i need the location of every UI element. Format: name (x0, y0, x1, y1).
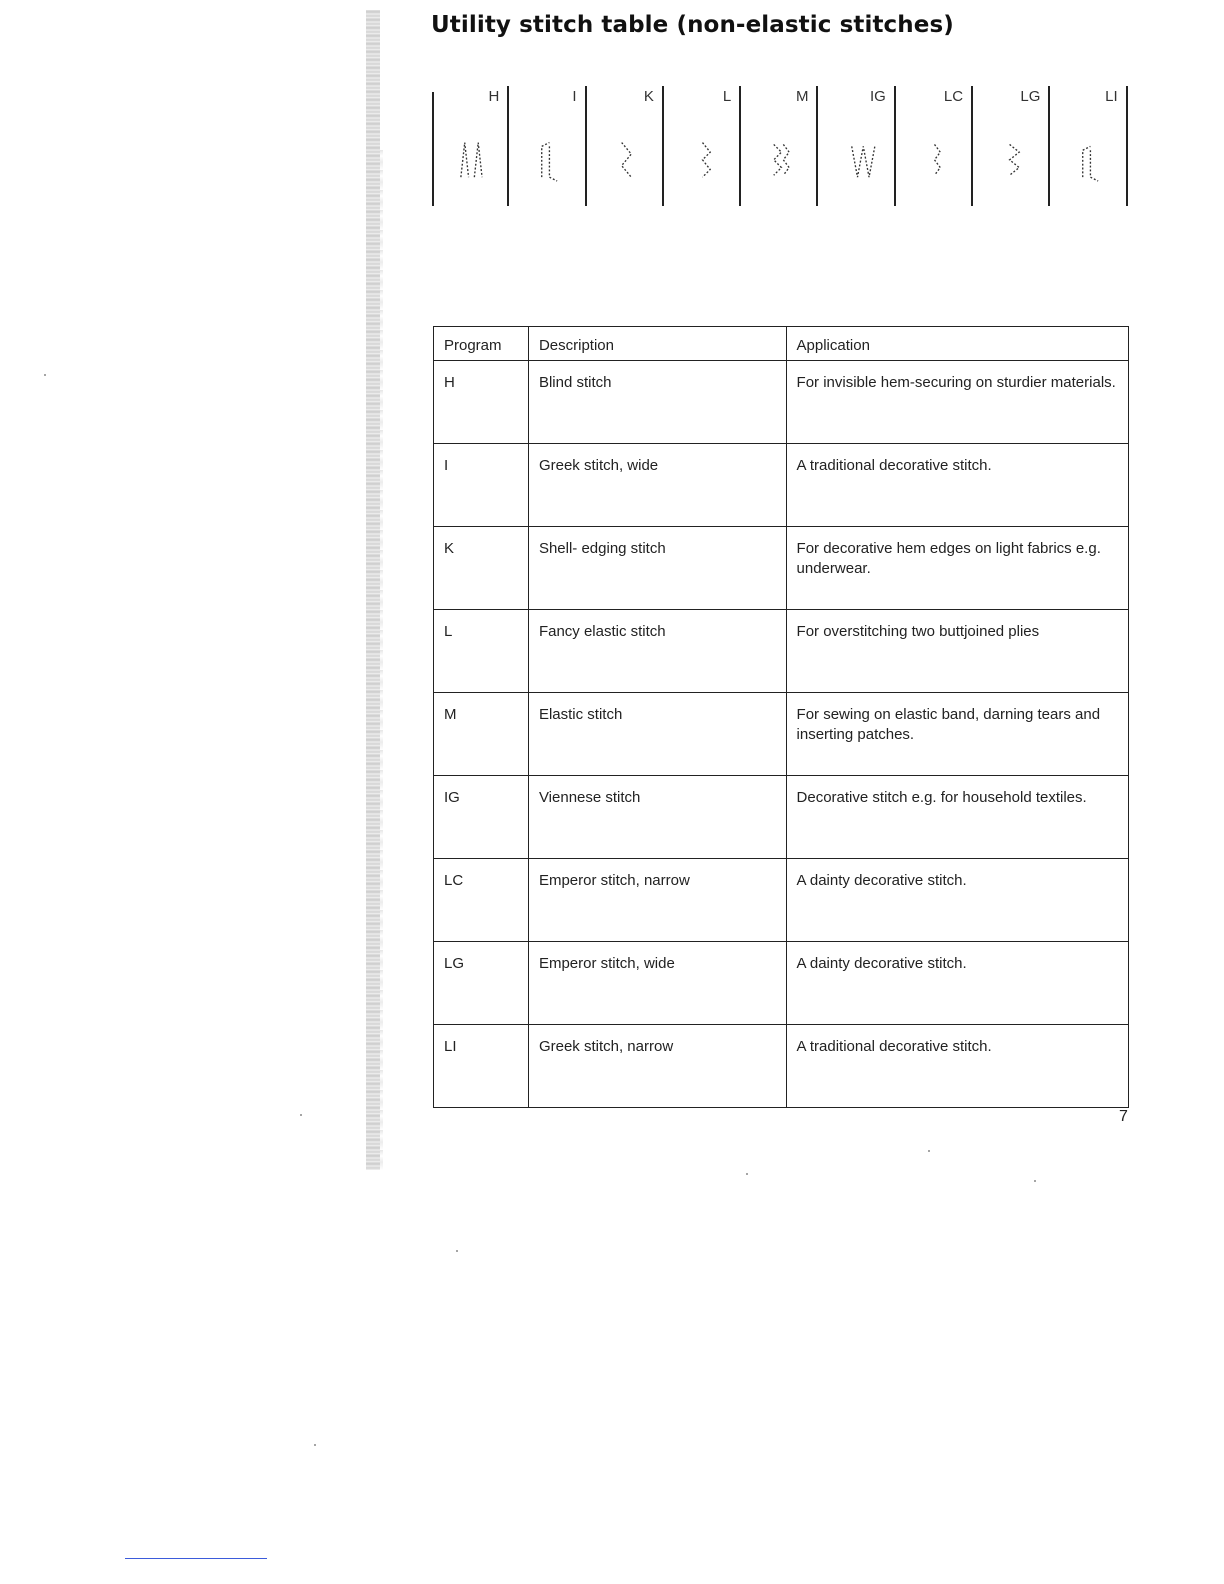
emperor-stitch-narrow-pattern-icon (896, 116, 973, 196)
scan-speck (314, 1444, 316, 1446)
row-program: IG (434, 776, 529, 859)
table-row (434, 444, 1129, 527)
row-program: LC (434, 859, 529, 942)
stitch-column-lc (896, 86, 973, 206)
stitch-column-label: LC (943, 88, 964, 105)
row-program: M (434, 693, 529, 776)
stitch-column-m (741, 86, 818, 206)
table-row (434, 776, 1129, 859)
row-description: Greek stitch, narrow (528, 1025, 786, 1108)
scan-speck (456, 1250, 458, 1252)
row-program: K (434, 527, 529, 610)
row-application: A dainty decorative stitch. (786, 859, 1128, 942)
greek-stitch-wide-pattern-icon (509, 116, 586, 196)
row-description: Blind stitch (528, 361, 786, 444)
row-application: For overstitching two buttjoined plies (786, 610, 1128, 693)
row-description: Emperor stitch, wide (528, 942, 786, 1025)
table-header-row (434, 327, 1129, 361)
stitch-pattern-strip (432, 86, 1128, 206)
stitch-column-label: H (488, 88, 500, 105)
page-binding-edge (380, 150, 383, 1170)
row-program: LG (434, 942, 529, 1025)
row-application: A dainty decorative stitch. (786, 942, 1128, 1025)
scan-speck (746, 1173, 748, 1175)
scan-speck (44, 374, 46, 376)
row-description: Greek stitch, wide (528, 444, 786, 527)
table-row (434, 527, 1129, 610)
stitch-column-label: LG (1020, 88, 1041, 105)
stitch-column-li (1050, 86, 1127, 206)
row-description: Emperor stitch, narrow (528, 859, 786, 942)
viennese-stitch-pattern-icon (819, 116, 896, 196)
elastic-stitch-pattern-icon (741, 116, 818, 196)
page-binding-shadow (366, 10, 380, 1170)
header-application: Application (786, 327, 1128, 361)
stitch-column-k (587, 86, 664, 206)
stitch-column-l (664, 86, 741, 206)
row-application: For invisible hem-securing on sturdier materials. (786, 361, 1128, 444)
shell-edging-stitch-pattern-icon (587, 116, 664, 196)
stitch-column-ig (819, 86, 896, 206)
row-application: For decorative hem edges on light fabrics e.g. underwear. (786, 527, 1128, 610)
header-description: Description (528, 327, 786, 361)
table-row (434, 1025, 1129, 1108)
footer-rule (125, 1558, 267, 1559)
row-program: I (434, 444, 529, 527)
stitch-column-label: L (722, 88, 732, 105)
table-row (434, 361, 1129, 444)
row-program: L (434, 610, 529, 693)
row-program: LI (434, 1025, 529, 1108)
stitch-column-label: LI (1105, 88, 1118, 105)
stitch-column-label: IG (869, 88, 886, 105)
page-number: 7 (1119, 1108, 1128, 1125)
row-application: A traditional decorative stitch. (786, 1025, 1128, 1108)
stitch-column-label: K (643, 88, 654, 105)
table-row (434, 693, 1129, 776)
blind-stitch-pattern-icon (432, 116, 509, 196)
stitch-column-divider (1126, 86, 1128, 206)
table-row (434, 859, 1129, 942)
greek-stitch-narrow-pattern-icon (1050, 116, 1127, 196)
scan-speck (1034, 1180, 1036, 1182)
emperor-stitch-wide-pattern-icon (973, 116, 1050, 196)
row-program: H (434, 361, 529, 444)
stitch-column-i (509, 86, 586, 206)
stitch-column-label: M (795, 88, 809, 105)
stitch-column-h (432, 86, 509, 206)
utility-stitch-table (433, 326, 1129, 1108)
row-description: Viennese stitch (528, 776, 786, 859)
row-description: Elastic stitch (528, 693, 786, 776)
scan-speck (928, 1150, 930, 1152)
page-title: Utility stitch table (non-elastic stitches) (431, 12, 954, 38)
stitch-column-lg (973, 86, 1050, 206)
fancy-elastic-stitch-pattern-icon (664, 116, 741, 196)
scan-speck (300, 1114, 302, 1116)
table-row (434, 610, 1129, 693)
row-description: Shell- edging stitch (528, 527, 786, 610)
row-application: Decorative stitch e.g. for household textiles. (786, 776, 1128, 859)
row-application: A traditional decorative stitch. (786, 444, 1128, 527)
header-program: Program (434, 327, 529, 361)
table-row (434, 942, 1129, 1025)
row-description: Fancy elastic stitch (528, 610, 786, 693)
stitch-column-label: I (572, 88, 577, 105)
row-application: For sewing on elastic band, darning tears and inserting patches. (786, 693, 1128, 776)
